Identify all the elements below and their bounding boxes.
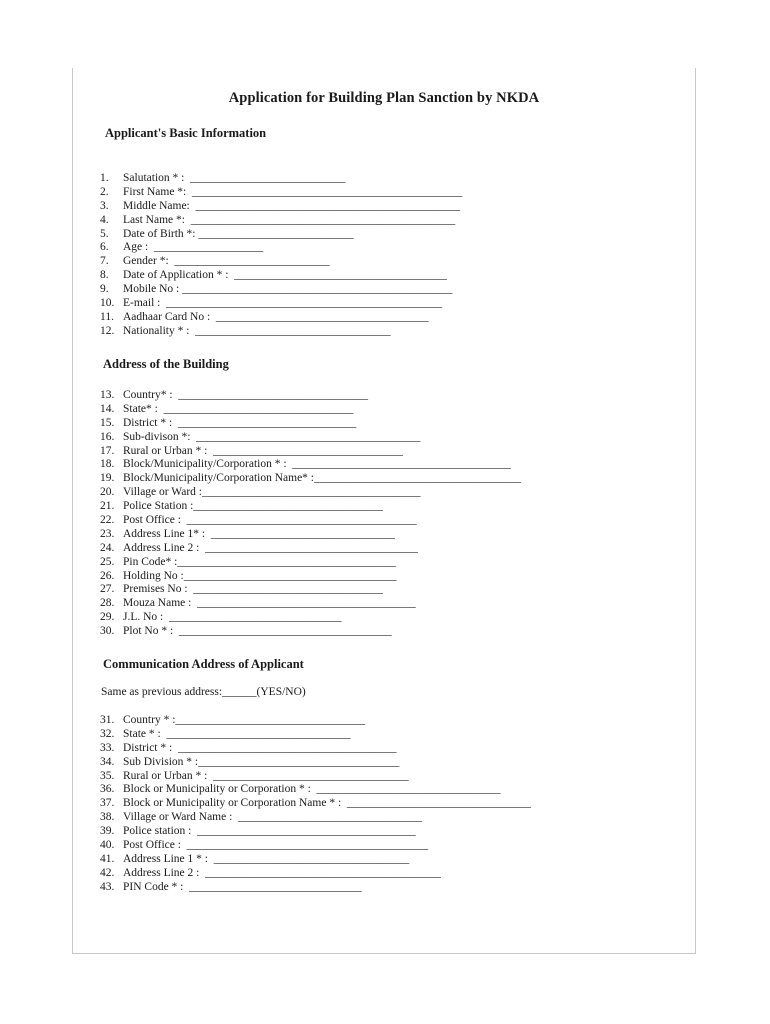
form-field-item <box>100 200 462 214</box>
form-field-item <box>100 241 462 255</box>
item-number: 1. <box>100 172 109 184</box>
item-number: 12. <box>100 324 115 337</box>
form-field-item <box>100 825 531 839</box>
field-label-with-blank: Police station : ______________________________________ <box>123 825 416 838</box>
item-number: 35. <box>100 769 115 782</box>
item-number: 8. <box>100 269 109 282</box>
field-label-with-blank: District * : _______________________________ <box>123 416 357 429</box>
field-label-with-blank: Block/Municipality/Corporation * : ______________________________________ <box>123 458 511 471</box>
field-label-with-blank: District * : ______________________________________ <box>123 741 397 754</box>
form-field-item <box>100 500 521 514</box>
field-label-with-blank: PIN Code * : ______________________________ <box>123 880 362 893</box>
field-label-with-blank: State* : _________________________________ <box>123 402 354 415</box>
field-label-with-blank: Last Name *: ______________________________________________ <box>123 213 456 226</box>
item-number: 15. <box>100 416 115 429</box>
form-field-item <box>100 228 462 242</box>
item-number: 34. <box>100 755 115 768</box>
basic-info-list <box>100 172 462 339</box>
field-label-with-blank: Pin Code* :______________________________________ <box>123 555 396 568</box>
field-label-with-blank: Salutation * : ___________________________ <box>123 172 346 184</box>
item-number: 25. <box>100 555 115 568</box>
section-heading-basic-info: Applicant's Basic Information <box>105 126 267 140</box>
item-number: 42. <box>100 866 115 879</box>
field-label-with-blank: Post Office : ________________________________________ <box>123 514 417 527</box>
form-field-item <box>100 714 531 728</box>
item-number: 6. <box>100 241 109 254</box>
item-number: 30. <box>100 625 115 638</box>
item-number: 18. <box>100 458 115 471</box>
field-label-with-blank: Holding No :_____________________________________ <box>123 569 397 582</box>
item-number: 21. <box>100 500 115 513</box>
item-number: 36. <box>100 783 115 796</box>
item-number: 14. <box>100 402 115 415</box>
item-number: 23. <box>100 527 115 540</box>
item-number: 5. <box>100 227 109 240</box>
section-heading-building-address: Address of the Building <box>103 357 229 371</box>
item-number: 2. <box>100 185 109 198</box>
same-as-previous-address: Same as previous address:______(YES/NO) <box>101 686 306 698</box>
form-field-item <box>100 297 462 311</box>
item-number: 22. <box>100 514 115 527</box>
form-field-item <box>100 269 462 283</box>
field-label-with-blank: Rural or Urban * : _________________________________ <box>123 444 403 457</box>
form-field-item <box>100 472 521 486</box>
field-label-with-blank: Sub Division * :___________________________________ <box>123 755 400 768</box>
form-field-item <box>100 770 531 784</box>
field-label-with-blank: E-mail : ________________________________________________ <box>123 297 443 310</box>
field-label-with-blank: Mouza Name : ______________________________________ <box>123 597 416 610</box>
field-label-with-blank: Sub-divison *: _______________________________________ <box>123 430 421 443</box>
building-address-list <box>100 389 521 639</box>
form-field-item <box>100 486 521 500</box>
field-label-with-blank: Village or Ward Name : ________________________________ <box>123 811 423 824</box>
item-number: 33. <box>100 741 115 754</box>
item-number: 32. <box>100 727 115 740</box>
form-field-item <box>100 458 521 472</box>
item-number: 10. <box>100 297 115 310</box>
field-label-with-blank: Address Line 2 : _____________________________________ <box>123 541 418 554</box>
field-label-with-blank: Rural or Urban * : __________________________________ <box>123 769 409 782</box>
field-label-with-blank: Date of Birth *: ___________________________ <box>123 227 354 240</box>
form-field-item <box>100 742 531 756</box>
field-label-with-blank: Nationality * : __________________________________ <box>123 324 391 337</box>
field-label-with-blank: Country * :_________________________________ <box>123 714 366 726</box>
item-number: 3. <box>100 199 109 212</box>
item-number: 17. <box>100 444 115 457</box>
item-number: 37. <box>100 797 115 810</box>
field-label-with-blank: Address Line 1* : ________________________________ <box>123 527 395 540</box>
form-field-item <box>100 283 462 297</box>
field-label-with-blank: Age : ___________________ <box>123 241 264 254</box>
form-field-item <box>100 431 521 445</box>
form-field-item <box>100 783 531 797</box>
field-label-with-blank: Aadhaar Card No : _____________________________________ <box>123 310 429 323</box>
field-label-with-blank: Gender *: ___________________________ <box>123 255 330 268</box>
communication-address-list <box>100 714 531 895</box>
field-label-with-blank: Police Station :_________________________________ <box>123 500 384 513</box>
form-field-item <box>100 625 521 639</box>
item-number: 4. <box>100 213 109 226</box>
form-field-item <box>100 417 521 431</box>
field-label-with-blank: State * : ________________________________ <box>123 727 351 740</box>
field-label-with-blank: Address Line 1 * : __________________________________ <box>123 852 410 865</box>
item-number: 41. <box>100 852 115 865</box>
form-field-item <box>100 255 462 269</box>
item-number: 19. <box>100 472 115 485</box>
form-field-item <box>100 570 521 584</box>
field-label-with-blank: Block or Municipality or Corporation * : ________________________________ <box>123 783 501 796</box>
item-number: 9. <box>100 283 109 296</box>
field-label-with-blank: Block or Municipality or Corporation Name * : ________________________________ <box>123 797 531 810</box>
field-label-with-blank: First Name *: _______________________________________________ <box>123 185 463 198</box>
item-number: 13. <box>100 389 115 401</box>
page-title: Application for Building Plan Sanction by NKDA <box>228 90 540 106</box>
field-label-with-blank: Premises No : _________________________________ <box>123 583 384 596</box>
field-label-with-blank: Middle Name: ______________________________________________ <box>123 199 460 212</box>
form-field-item <box>100 756 531 770</box>
item-number: 38. <box>100 811 115 824</box>
item-number: 40. <box>100 839 115 852</box>
field-label-with-blank: J.L. No : ______________________________ <box>123 611 342 624</box>
item-number: 24. <box>100 541 115 554</box>
form-field-item <box>100 728 531 742</box>
item-number: 28. <box>100 597 115 610</box>
item-number: 16. <box>100 430 115 443</box>
form-field-item <box>100 597 521 611</box>
form-field-item <box>100 214 462 228</box>
form-field-item <box>100 611 521 625</box>
item-number: 26. <box>100 569 115 582</box>
item-number: 20. <box>100 486 115 499</box>
form-field-item <box>100 325 462 339</box>
form-field-item <box>100 186 462 200</box>
item-number: 29. <box>100 611 115 624</box>
field-label-with-blank: Country* : _________________________________ <box>123 389 369 401</box>
field-label-with-blank: Address Line 2 : _________________________________________ <box>123 866 441 879</box>
form-field-item <box>100 583 521 597</box>
form-field-item <box>100 556 521 570</box>
form-field-item <box>100 514 521 528</box>
item-number: 31. <box>100 714 115 726</box>
item-number: 11. <box>100 310 114 323</box>
field-label-with-blank: Post Office : __________________________________________ <box>123 839 429 852</box>
section-heading-communication-address: Communication Address of Applicant <box>103 657 304 671</box>
field-label-with-blank: Mobile No : _______________________________________________ <box>123 283 453 296</box>
form-field-item <box>100 797 531 811</box>
form-field-item <box>100 172 462 186</box>
form-field-item <box>100 389 521 403</box>
item-number: 39. <box>100 825 115 838</box>
form-field-item <box>100 528 521 542</box>
form-field-item <box>100 881 531 895</box>
form-field-item <box>100 403 521 417</box>
item-number: 27. <box>100 583 115 596</box>
field-label-with-blank: Block/Municipality/Corporation Name* :____________________________________ <box>123 472 521 485</box>
form-field-item <box>100 839 531 853</box>
field-label-with-blank: Plot No * : _____________________________________ <box>123 625 392 638</box>
form-field-item <box>100 445 521 459</box>
field-label-with-blank: Village or Ward :______________________________________ <box>123 486 421 499</box>
document-page <box>72 68 696 954</box>
item-number: 7. <box>100 255 109 268</box>
item-number: 43. <box>100 880 115 893</box>
form-field-item <box>100 311 462 325</box>
field-label-with-blank: Date of Application * : _____________________________________ <box>123 269 447 282</box>
form-field-item <box>100 542 521 556</box>
form-field-item <box>100 853 531 867</box>
form-field-item <box>100 811 531 825</box>
form-field-item <box>100 867 531 881</box>
